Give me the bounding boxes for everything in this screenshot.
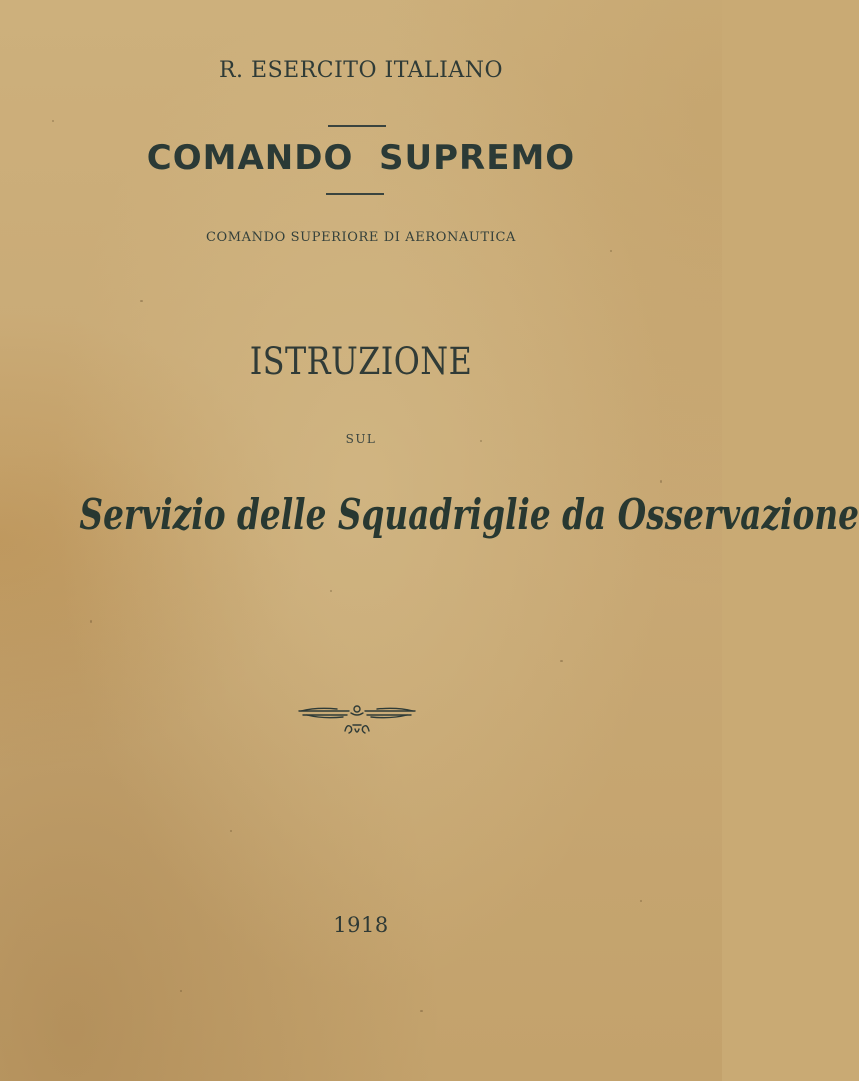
document-title: ISTRUZIONE bbox=[249, 340, 473, 383]
paper-speck bbox=[330, 590, 332, 592]
paper-speck bbox=[140, 300, 143, 302]
bottom-divider bbox=[326, 193, 384, 195]
publication-year: 1918 bbox=[333, 913, 389, 937]
command-heading: COMANDO SUPREMO bbox=[146, 138, 576, 178]
document-subject: Servizio delle Squadriglie da Osservazione bbox=[79, 490, 859, 539]
paper-speck bbox=[560, 660, 563, 662]
subcommand-heading: COMANDO SUPERIORE DI AERONAUTICA bbox=[205, 230, 517, 245]
paper-speck bbox=[90, 620, 92, 623]
top-divider bbox=[328, 125, 386, 127]
army-heading: R. ESERCITO ITALIANO bbox=[218, 58, 504, 83]
paper-speck bbox=[610, 250, 612, 252]
paper-speck bbox=[230, 830, 232, 832]
paper-speck bbox=[640, 900, 642, 902]
title-connector: SUL bbox=[345, 432, 377, 446]
winged-propeller-ornament-icon bbox=[297, 703, 417, 739]
paper-speck bbox=[180, 990, 182, 992]
paper-speck bbox=[660, 480, 662, 483]
paper-speck bbox=[420, 1010, 423, 1012]
paper-speck bbox=[52, 120, 54, 122]
